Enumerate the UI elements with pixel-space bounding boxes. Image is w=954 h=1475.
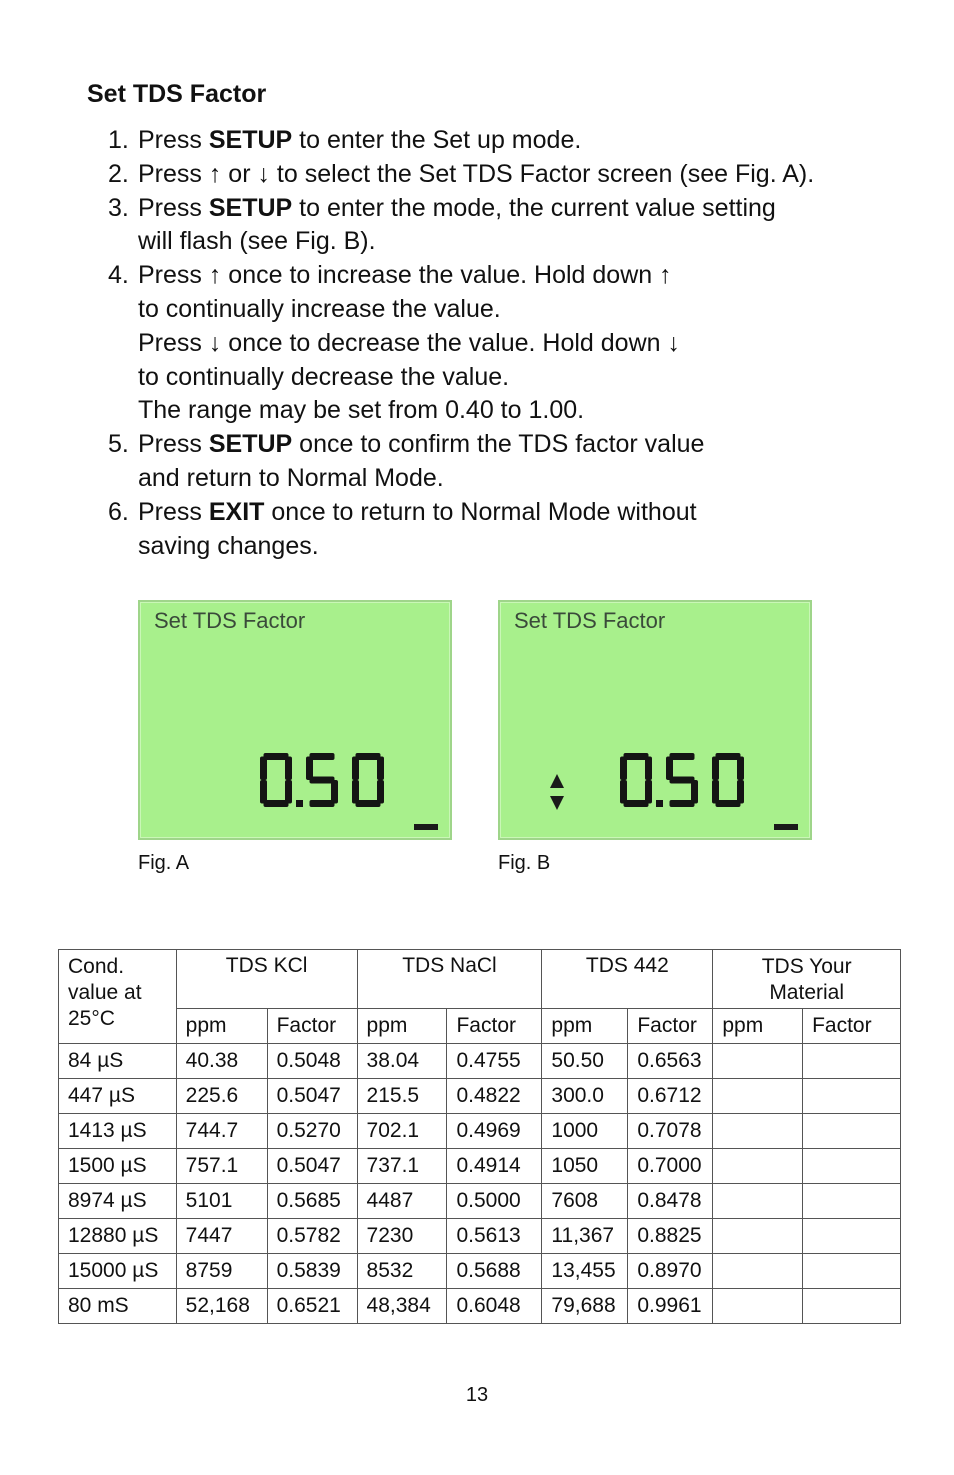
lcd-title: Set TDS Factor [154, 608, 306, 633]
table-row [59, 1184, 901, 1219]
lcd-segment [352, 757, 359, 781]
table-cell: 0.5782 [267, 1219, 357, 1254]
group-header-your-material: TDS Your Material [713, 950, 901, 1009]
table-cell [803, 1254, 901, 1289]
step-number: 2. [108, 159, 129, 188]
table-cell [803, 1184, 901, 1219]
sub-header-ppm: ppm [176, 1009, 267, 1044]
table-cell [803, 1044, 901, 1079]
table-cell: 0.8825 [628, 1219, 713, 1254]
lcd-segment [310, 800, 335, 807]
instruction-list [108, 124, 908, 563]
lcd-segment [737, 780, 744, 804]
table-cell [713, 1254, 803, 1289]
step-number: 4. [108, 261, 129, 290]
table-cell: 0.8970 [628, 1254, 713, 1289]
step-line [138, 428, 908, 462]
sub-header-factor: Factor [447, 1009, 542, 1044]
key-name: SETUP [208, 430, 293, 459]
table-cell: 0.5613 [447, 1219, 542, 1254]
table-cell: 1050 [542, 1149, 628, 1184]
step-text: Press [138, 193, 209, 222]
step-line [138, 530, 908, 564]
sub-header-factor: Factor [628, 1009, 713, 1044]
section-heading: Set TDS Factor [87, 80, 267, 108]
table-row [59, 1079, 901, 1114]
step-number: 3. [108, 193, 129, 222]
page-number: 13 [465, 1384, 489, 1406]
lcd-segment [310, 777, 335, 784]
step-text: saving changes. [138, 531, 319, 560]
cond-header: Cond. value at 25°C [59, 950, 177, 1044]
lcd-segment [716, 800, 741, 807]
table-cell: 0.8478 [628, 1184, 713, 1219]
table-cell [713, 1149, 803, 1184]
table-cell: 0.5688 [447, 1254, 542, 1289]
table-row [59, 1219, 901, 1254]
table-cell: 447 µS [59, 1079, 177, 1114]
lcd-segment [264, 800, 289, 807]
table-cell: 737.1 [357, 1149, 447, 1184]
step-text: Press [138, 497, 209, 526]
table-cell: 702.1 [357, 1114, 447, 1149]
table-cell: 40.38 [176, 1044, 267, 1079]
step-text: once to return to Normal Mode without [264, 497, 697, 526]
table-row [59, 1254, 901, 1289]
table-cell [803, 1219, 901, 1254]
step-text: Press [138, 126, 209, 154]
lcd-segment [310, 753, 335, 760]
table-cell: 0.7000 [628, 1149, 713, 1184]
lcd-title: Set TDS Factor [514, 608, 666, 633]
table-cell [803, 1289, 901, 1324]
table-row [59, 1114, 901, 1149]
step-number: 1. [108, 126, 129, 154]
group-header-kcl: TDS KCl [176, 950, 357, 1009]
lcd-segment [620, 780, 627, 804]
table-cell: 0.6521 [267, 1289, 357, 1324]
table-cell: 80 mS [59, 1289, 177, 1324]
lcd-segment [377, 780, 384, 804]
table-cell: 0.6048 [447, 1289, 542, 1324]
lcd-segment [260, 780, 267, 804]
step-text: and return to Normal Mode. [138, 463, 444, 492]
table-cell [713, 1079, 803, 1114]
table-cell [803, 1149, 901, 1184]
step-text: Press ↑ or ↓ to select the Set TDS Factor screen (see Fig. A). [138, 159, 815, 188]
step-number: 5. [108, 430, 129, 459]
step-line [138, 361, 908, 395]
step-line [138, 293, 908, 327]
lcd-segment [712, 780, 719, 804]
group-header-442: TDS 442 [542, 950, 713, 1009]
step-number: 6. [108, 497, 129, 526]
lcd-screen-fig-a [138, 600, 452, 840]
lcd-segment [331, 780, 338, 804]
step-text: to continually increase the value. [138, 294, 501, 323]
lcd-decimal-point [296, 800, 303, 807]
step-text: to enter the mode, the current value setting [292, 193, 776, 222]
table-cell [713, 1219, 803, 1254]
step-line [138, 394, 908, 428]
lcd-segment [285, 757, 292, 781]
tds-factor-table [58, 949, 901, 1324]
step-text: once to confirm the TDS factor value [292, 430, 705, 459]
step-line [138, 327, 908, 361]
table-cell: 0.6563 [628, 1044, 713, 1079]
lcd-segment [260, 757, 267, 781]
table-cell: 215.5 [357, 1079, 447, 1114]
step-text: to enter the Set up mode. [292, 126, 582, 154]
table-cell: 0.4755 [447, 1044, 542, 1079]
instruction-step [108, 259, 908, 428]
sub-header-ppm: ppm [542, 1009, 628, 1044]
table-cell: 0.5839 [267, 1254, 357, 1289]
lcd-segment [670, 753, 695, 760]
group-header-nacl: TDS NaCl [357, 950, 542, 1009]
step-text: Press ↓ once to decrease the value. Hold down ↓ [138, 328, 680, 357]
up-down-arrow-icon [550, 774, 564, 810]
table-cell: 1000 [542, 1114, 628, 1149]
figure-caption-b: Fig. B [498, 852, 551, 874]
table-cell: 757.1 [176, 1149, 267, 1184]
lcd-segment [670, 800, 695, 807]
table-cell: 7230 [357, 1219, 447, 1254]
table-cell: 0.4914 [447, 1149, 542, 1184]
lcd-segment [306, 757, 313, 781]
step-line [138, 496, 908, 530]
lcd-value-display [256, 747, 406, 827]
table-row [59, 1044, 901, 1079]
table-cell: 0.5270 [267, 1114, 357, 1149]
table-cell: 8532 [357, 1254, 447, 1289]
table-cell [803, 1114, 901, 1149]
step-line [138, 259, 908, 293]
table-cell: 1500 µS [59, 1149, 177, 1184]
table-cell: 0.5000 [447, 1184, 542, 1219]
table-cell: 7608 [542, 1184, 628, 1219]
step-text: to continually decrease the value. [138, 362, 510, 391]
step-text: Press [138, 430, 209, 459]
sub-header-ppm: ppm [357, 1009, 447, 1044]
sub-header-factor: Factor [267, 1009, 357, 1044]
lcd-segment [666, 757, 673, 781]
table-cell [713, 1044, 803, 1079]
lcd-segment [645, 757, 652, 781]
lcd-segment [356, 753, 381, 760]
table-cell: 48,384 [357, 1289, 447, 1324]
instruction-step [108, 124, 908, 158]
lcd-unit-icon [774, 824, 798, 830]
table-cell [713, 1289, 803, 1324]
table-cell: 38.04 [357, 1044, 447, 1079]
step-line [138, 158, 908, 192]
table-cell: 0.7078 [628, 1114, 713, 1149]
lcd-segment [712, 757, 719, 781]
step-line [138, 192, 908, 226]
lcd-segment [716, 753, 741, 760]
table-cell [713, 1114, 803, 1149]
table-cell: 12880 µS [59, 1219, 177, 1254]
table-cell: 225.6 [176, 1079, 267, 1114]
step-text: will flash (see Fig. B). [138, 227, 376, 256]
step-text: The range may be set from 0.40 to 1.00. [138, 396, 585, 425]
lcd-segment [264, 753, 289, 760]
table-cell: 300.0 [542, 1079, 628, 1114]
lcd-segment [285, 780, 292, 804]
key-name: SETUP [208, 193, 293, 222]
table-cell: 0.4969 [447, 1114, 542, 1149]
table-cell: 52,168 [176, 1289, 267, 1324]
table-cell: 50.50 [542, 1044, 628, 1079]
table-cell: 7447 [176, 1219, 267, 1254]
lcd-segment [620, 757, 627, 781]
table-cell: 11,367 [542, 1219, 628, 1254]
sub-header-factor: Factor [803, 1009, 901, 1044]
table-cell: 0.5685 [267, 1184, 357, 1219]
table-cell: 84 µS [59, 1044, 177, 1079]
lcd-decimal-point [656, 800, 663, 807]
step-line [138, 124, 908, 158]
lcd-segment [624, 800, 649, 807]
lcd-segment [691, 780, 698, 804]
step-text: Press ↑ once to increase the value. Hold down ↑ [138, 261, 672, 290]
key-name: EXIT [208, 497, 265, 526]
table-cell: 8974 µS [59, 1184, 177, 1219]
table-cell: 0.4822 [447, 1079, 542, 1114]
table-cell: 744.7 [176, 1114, 267, 1149]
table-row [59, 1149, 901, 1184]
instruction-step [108, 428, 908, 496]
table-cell [713, 1184, 803, 1219]
table-cell [803, 1079, 901, 1114]
lcd-segment [737, 757, 744, 781]
table-cell: 0.5047 [267, 1079, 357, 1114]
instruction-step [108, 158, 908, 192]
lcd-segment [352, 780, 359, 804]
instruction-step [108, 192, 908, 260]
table-cell: 79,688 [542, 1289, 628, 1324]
lcd-segment [624, 753, 649, 760]
table-cell: 15000 µS [59, 1254, 177, 1289]
lcd-segment [645, 780, 652, 804]
step-line [138, 225, 908, 259]
key-name: SETUP [208, 126, 293, 154]
table-cell: 0.6712 [628, 1079, 713, 1114]
table-cell: 0.5048 [267, 1044, 357, 1079]
sub-header-ppm: ppm [713, 1009, 803, 1044]
table-cell: 5101 [176, 1184, 267, 1219]
lcd-screen-fig-b [498, 600, 812, 840]
table-row [59, 1289, 901, 1324]
instruction-step [108, 496, 908, 564]
table-cell: 13,455 [542, 1254, 628, 1289]
table-cell: 0.5047 [267, 1149, 357, 1184]
table-cell: 8759 [176, 1254, 267, 1289]
lcd-value-display [616, 747, 766, 827]
lcd-segment [670, 777, 695, 784]
table-cell: 4487 [357, 1184, 447, 1219]
table-cell: 1413 µS [59, 1114, 177, 1149]
figure-caption-a: Fig. A [138, 852, 190, 874]
lcd-segment [356, 800, 381, 807]
lcd-unit-icon [414, 824, 438, 830]
step-line [138, 462, 908, 496]
table-cell: 0.9961 [628, 1289, 713, 1324]
lcd-segment [377, 757, 384, 781]
